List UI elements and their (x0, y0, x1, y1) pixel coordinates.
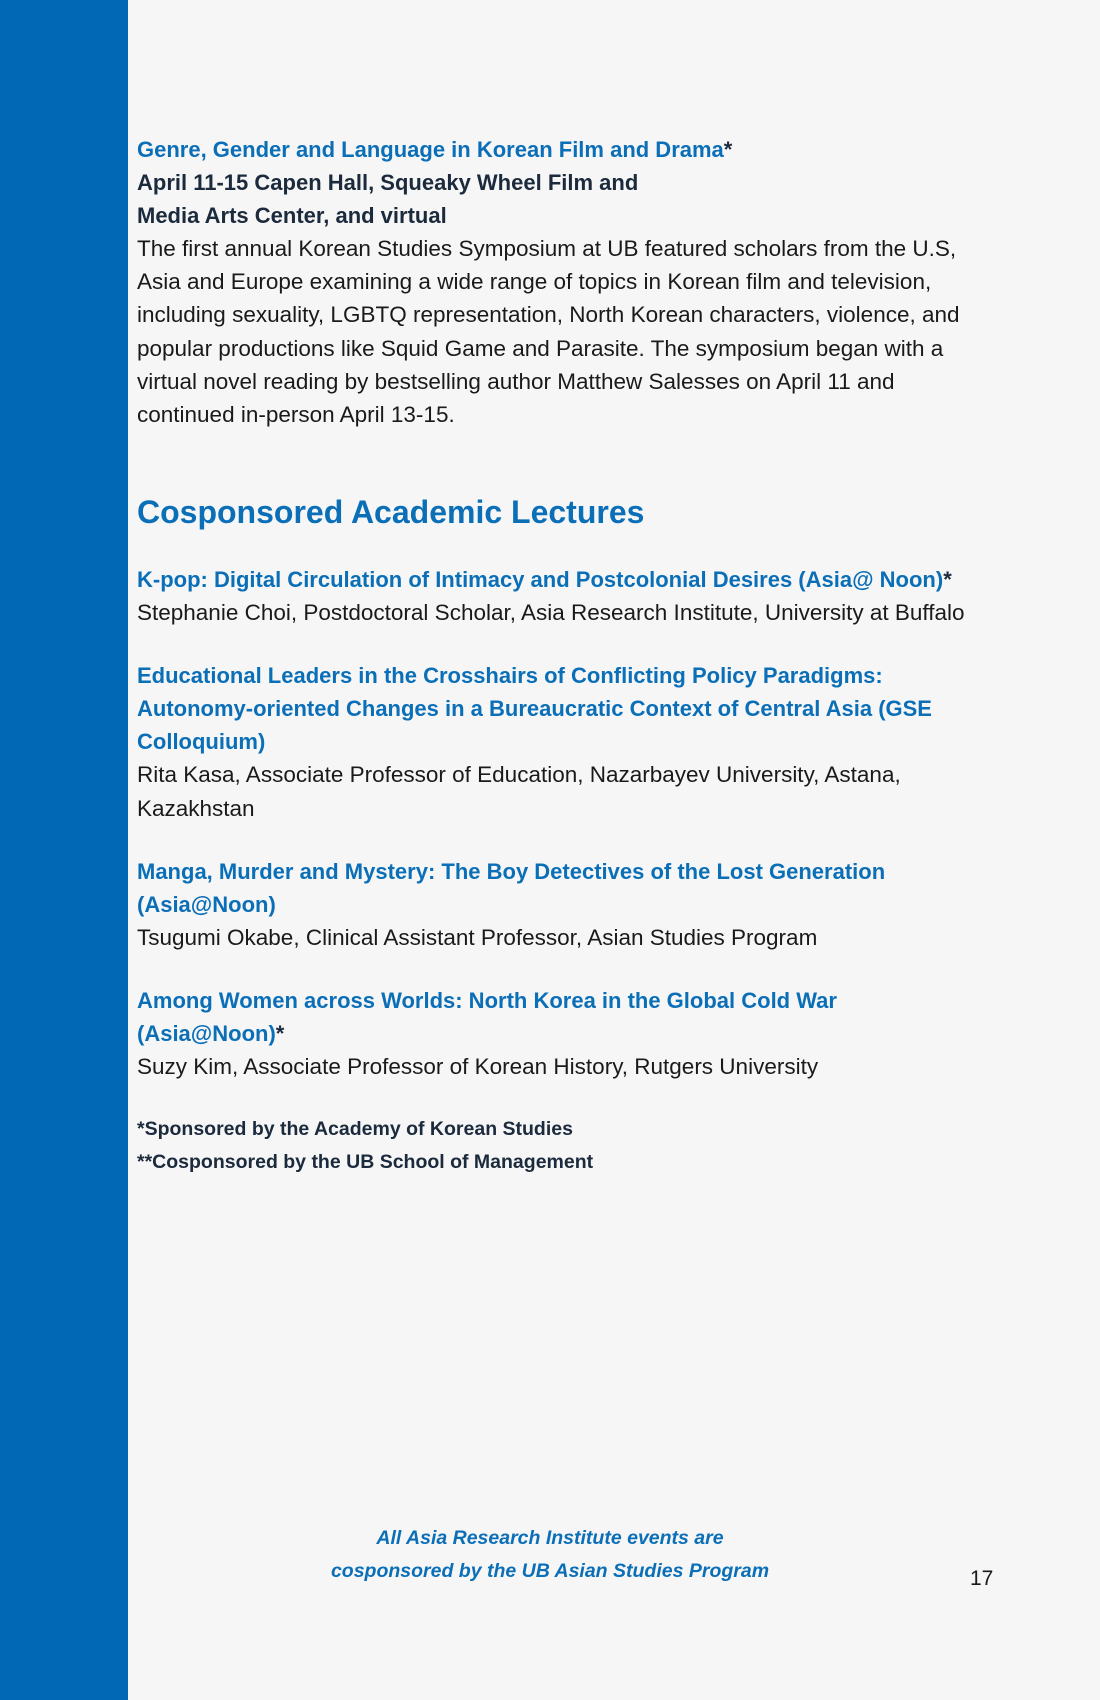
lecture-title (137, 563, 967, 596)
lecture-speaker: Tsugumi Okabe, Clinical Assistant Professor, Asian Studies Program (137, 924, 818, 950)
page-number: 17 (970, 1567, 994, 1590)
featured-event-description: The first annual Korean Studies Symposium at UB featured scholars from the U.S, Asia and Europe examining a wide range of topics in Korean film and television, including sexuality, LGBTQ representation, North Korean characters, violence, and popular productions like Squid Game and Parasite. The symposium began with a virtual novel reading by bestselling author Matthew Salesses on April 11 and continued in-person April 13-15. (137, 236, 960, 428)
featured-event-title (137, 133, 967, 166)
lecture-title (137, 855, 967, 921)
featured-event-meta-line-1: April 11-15 Capen Hall, Squeaky Wheel Film and (137, 170, 639, 195)
page-content (137, 133, 967, 1179)
footer-note-line-1: All Asia Research Institute events are (376, 1527, 724, 1549)
lecture-item (137, 984, 967, 1083)
section-heading: Cosponsored Academic Lectures (137, 494, 645, 531)
featured-event-title-text: Genre, Gender and Language in Korean Film and Drama (137, 137, 724, 162)
lecture-speaker: Stephanie Choi, Postdoctoral Scholar, Asia Research Institute, University at Buffalo (137, 600, 965, 626)
featured-event-meta-line-2: Media Arts Center, and virtual (137, 203, 447, 228)
lecture-title-text: Educational Leaders in the Crosshairs of Conflicting Policy Paradigms: Autonomy-oriented Changes in a Bureaucratic Context of Central Asia (GSE Colloquium) (137, 663, 932, 755)
featured-event-title-mark: * (723, 137, 733, 162)
footnote-cosponsor: **Cosponsored by the UB School of Management (137, 1151, 594, 1174)
lecture-item (137, 855, 967, 954)
lecture-title-mark: * (943, 567, 952, 593)
footnotes (137, 1113, 967, 1179)
footnote-sponsor: *Sponsored by the Academy of Korean Studies (137, 1118, 573, 1141)
lecture-title-text: Among Women across Worlds: North Korea in the Global Cold War (Asia@Noon) (137, 988, 837, 1047)
lecture-title (137, 659, 967, 758)
lecture-list (137, 563, 967, 1083)
lecture-item (137, 563, 967, 629)
lecture-title-text: Manga, Murder and Mystery: The Boy Detectives of the Lost Generation (Asia@Noon) (137, 858, 886, 917)
lecture-item (137, 659, 967, 824)
left-color-bar (0, 0, 128, 1700)
featured-event (137, 133, 967, 431)
lecture-speaker: Rita Kasa, Associate Professor of Education, Nazarbayev University, Astana, Kazakhstan (137, 762, 901, 821)
lecture-speaker: Suzy Kim, Associate Professor of Korean History, Rutgers University (137, 1054, 819, 1080)
lecture-title (137, 984, 967, 1050)
lecture-title-text: K-pop: Digital Circulation of Intimacy and Postcolonial Desires (Asia@ Noon) (137, 567, 944, 593)
lecture-title-mark: * (275, 1021, 285, 1047)
footer-note-line-2: cosponsored by the UB Asian Studies Program (330, 1560, 770, 1582)
